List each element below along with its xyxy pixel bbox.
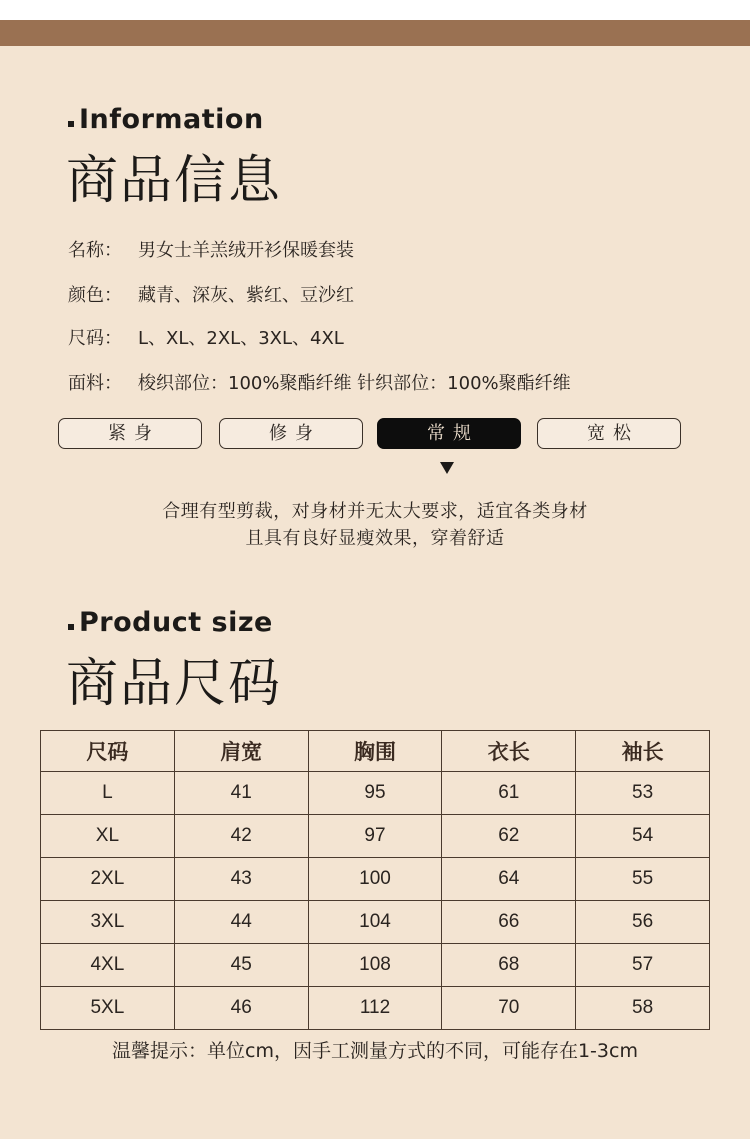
info-heading-cn: 商品信息 bbox=[66, 151, 283, 211]
table-cell: 42 bbox=[174, 815, 308, 858]
table-row bbox=[41, 772, 710, 815]
table-cell: 44 bbox=[174, 901, 308, 944]
column-header: 胸围 bbox=[308, 731, 442, 772]
table-cell: 53 bbox=[576, 772, 710, 815]
bullet-square-icon bbox=[68, 121, 74, 127]
column-header: 衣长 bbox=[442, 731, 576, 772]
fit-description-line1: 合理有型剪裁，对身材并无太大要求，适宜各类身材 bbox=[162, 501, 588, 522]
info-row-color bbox=[68, 281, 354, 307]
table-cell: 112 bbox=[308, 987, 442, 1030]
info-heading-en-text: Information bbox=[79, 104, 264, 135]
table-cell: 104 bbox=[308, 901, 442, 944]
size-table bbox=[40, 730, 710, 1030]
top-margin bbox=[0, 0, 750, 20]
size-heading-en-text: Product size bbox=[79, 607, 273, 638]
table-cell: 58 bbox=[576, 987, 710, 1030]
size-heading-en bbox=[68, 607, 273, 638]
table-row bbox=[41, 858, 710, 901]
table-cell: 95 bbox=[308, 772, 442, 815]
table-cell: 56 bbox=[576, 901, 710, 944]
table-cell: 68 bbox=[442, 944, 576, 987]
fit-option-regular: 常规 bbox=[377, 418, 521, 449]
info-value: L、XL、2XL、3XL、4XL bbox=[138, 328, 344, 349]
table-cell: 57 bbox=[576, 944, 710, 987]
table-cell: 70 bbox=[442, 987, 576, 1030]
table-cell: 43 bbox=[174, 858, 308, 901]
table-cell: 45 bbox=[174, 944, 308, 987]
info-label: 颜色： bbox=[68, 285, 122, 306]
column-header: 袖长 bbox=[576, 731, 710, 772]
table-cell: L bbox=[41, 772, 175, 815]
size-heading-cn: 商品尺码 bbox=[66, 654, 283, 714]
table-cell: 3XL bbox=[41, 901, 175, 944]
fit-option-slim: 修身 bbox=[219, 418, 363, 449]
size-table-header-row bbox=[41, 731, 710, 772]
column-header: 尺码 bbox=[41, 731, 175, 772]
table-cell: 54 bbox=[576, 815, 710, 858]
info-label: 尺码： bbox=[68, 328, 122, 349]
table-row bbox=[41, 901, 710, 944]
fit-option-tight: 紧身 bbox=[58, 418, 202, 449]
table-row bbox=[41, 987, 710, 1030]
info-heading-en bbox=[68, 104, 264, 135]
table-cell: 62 bbox=[442, 815, 576, 858]
info-label: 名称： bbox=[68, 240, 122, 261]
table-cell: 108 bbox=[308, 944, 442, 987]
table-cell: 97 bbox=[308, 815, 442, 858]
info-row-fabric bbox=[68, 369, 571, 395]
top-accent-bar bbox=[0, 20, 750, 46]
bullet-square-icon bbox=[68, 624, 74, 630]
info-value: 藏青、深灰、紫红、豆沙红 bbox=[138, 285, 354, 306]
table-cell: 61 bbox=[442, 772, 576, 815]
fit-option-loose: 宽松 bbox=[537, 418, 681, 449]
table-cell: 4XL bbox=[41, 944, 175, 987]
info-row-size bbox=[68, 324, 344, 350]
table-cell: 100 bbox=[308, 858, 442, 901]
table-cell: 66 bbox=[442, 901, 576, 944]
fit-description-line2: 且具有良好显瘦效果，穿着舒适 bbox=[245, 528, 505, 549]
table-cell: 46 bbox=[174, 987, 308, 1030]
size-note: 温馨提示：单位cm，因手工测量方式的不同，可能存在1-3cm bbox=[112, 1040, 638, 1062]
info-value: 梭织部位：100%聚酯纤维 针织部位：100%聚酯纤维 bbox=[138, 373, 571, 394]
table-cell: 64 bbox=[442, 858, 576, 901]
fit-pointer-icon bbox=[440, 462, 454, 474]
table-cell: 2XL bbox=[41, 858, 175, 901]
table-row bbox=[41, 815, 710, 858]
info-label: 面料： bbox=[68, 373, 122, 394]
table-cell: 5XL bbox=[41, 987, 175, 1030]
table-cell: 41 bbox=[174, 772, 308, 815]
column-header: 肩宽 bbox=[174, 731, 308, 772]
info-row-name bbox=[68, 236, 354, 262]
table-cell: 55 bbox=[576, 858, 710, 901]
table-cell: XL bbox=[41, 815, 175, 858]
table-row bbox=[41, 944, 710, 987]
info-value: 男女士羊羔绒开衫保暖套装 bbox=[138, 240, 354, 261]
